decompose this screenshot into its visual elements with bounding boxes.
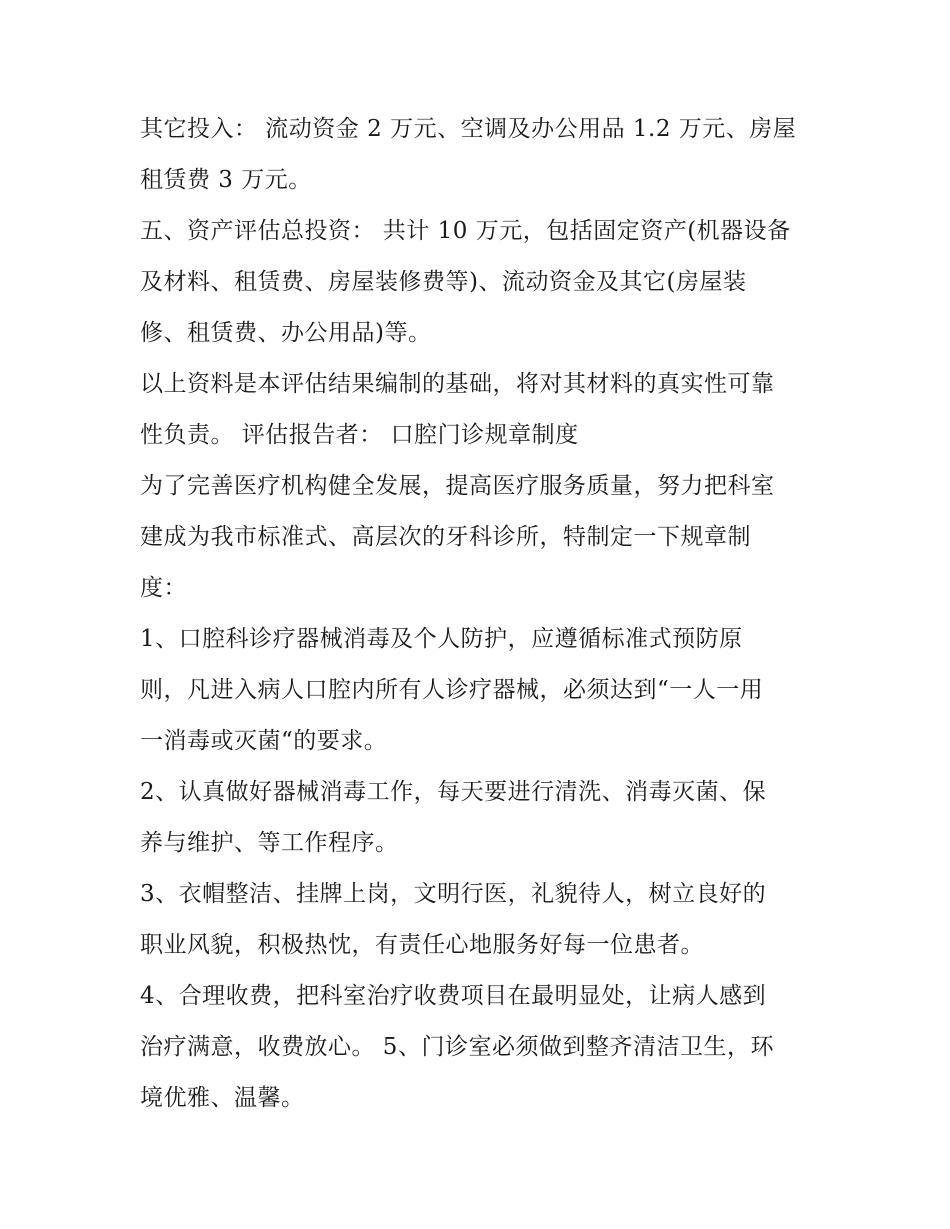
text-line: 性负责。 评估报告者： 口腔门诊规章制度 [140,422,579,448]
text-line: 租赁费 3 万元。 [140,167,312,193]
text-line: 职业风貌，积极热忱，有责任心地服务好每一位患者。 [140,932,704,958]
text-line: 建成为我市标准式、高层次的牙科诊所，特制定一下规章制 [140,524,751,550]
text-line: 境优雅、温馨。 [140,1085,305,1111]
text-line: 则，凡进入病人口腔内所有人诊疗器械，必须达到“一人一用 [140,677,764,703]
text-line: 治疗满意，收费放心。 5、门诊室必须做到整齐清洁卫生，环 [140,1034,774,1060]
text-line: 1、口腔科诊疗器械消毒及个人防护，应遵循标准式预防原 [140,626,743,652]
text-line: 2、认真做好器械消毒工作，每天要进行清洗、消毒灭菌、保 [140,779,767,805]
text-line: 修、租赁费、办公用品)等。 [140,320,432,346]
text-line: 及材料、租赁费、房屋装修费等)、流动资金及其它(房屋装 [140,269,747,295]
text-line: 养与维护、等工作程序。 [140,830,399,856]
text-line: 以上资料是本评估结果编制的基础，将对其材料的真实性可靠 [140,371,775,397]
document-body [140,108,830,1128]
text-line: 3、衣帽整洁、挂牌上岗，文明行医，礼貌待人，树立良好的 [140,881,767,907]
text-line: 4、合理收费，把科室治疗收费项目在最明显处，让病人感到 [140,983,767,1009]
text-line: 五、资产评估总投资： 共计 10 万元，包括固定资产(机器设备 [140,218,791,244]
text-line: 度： [140,575,187,601]
text-line: 为了完善医疗机构健全发展，提高医疗服务质量，努力把科室 [140,473,775,499]
text-line: 一消毒或灭菌“的要求。 [140,728,388,754]
text-line: 其它投入： 流动资金 2 万元、空调及办公用品 1.2 万元、房屋 [140,116,797,142]
